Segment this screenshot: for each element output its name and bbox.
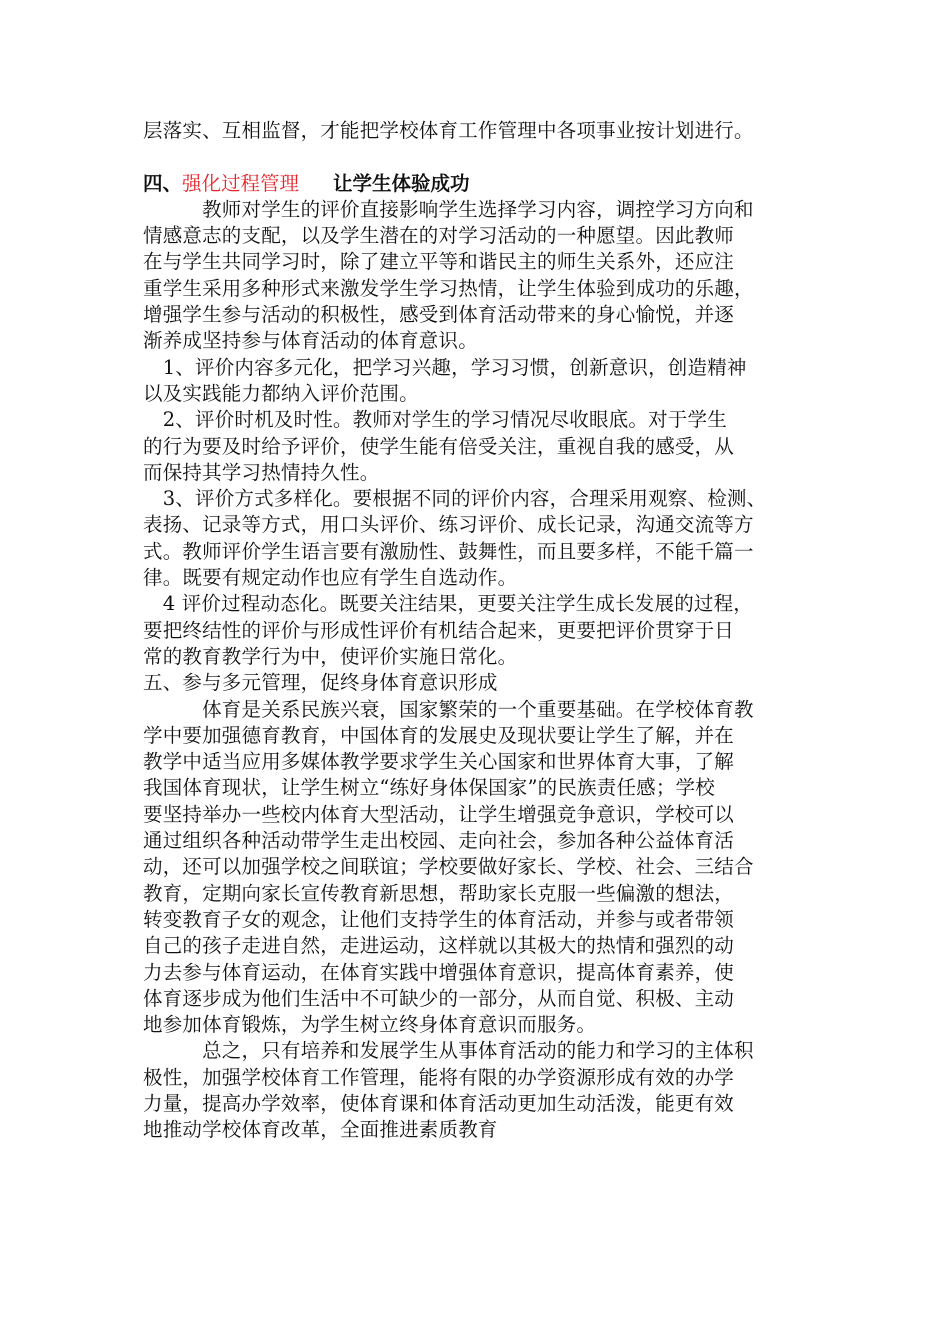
section-4-title-bold: 让学生体验成功 bbox=[333, 171, 470, 195]
section-4-line: 情感意志的支配，以及学生潜在的对学习活动的一种愿望。因此教师 bbox=[143, 224, 735, 248]
section-5-line: 力去参与体育运动，在体育实践中增强体育意识，提高体育素养，使 bbox=[143, 960, 735, 984]
section-4-line: 式。教师评价学生语言要有激励性、鼓舞性，而且要多样，不能千篇一 bbox=[143, 539, 754, 563]
document-page bbox=[143, 118, 823, 1144]
section-4-heading bbox=[143, 171, 823, 197]
section-4-line: 1、评价内容多元化，把学习兴趣，学习习惯，创新意识，创造精神 bbox=[143, 355, 747, 379]
section-4-line: 而保持其学习热情持久性。 bbox=[143, 460, 380, 484]
section-4-line: 表扬、记录等方式，用口头评价、练习评价、成长记录，沟通交流等方 bbox=[143, 513, 754, 537]
section-4-line: 渐养成坚持参与体育活动的体育意识。 bbox=[143, 329, 478, 353]
section-4-line: 律。既要有规定动作也应有学生自选动作。 bbox=[143, 566, 518, 590]
section-4-line: 以及实践能力都纳入评价范围。 bbox=[143, 381, 419, 405]
section-4-line: 教师对学生的评价直接影响学生选择学习内容，调控学习方向和 bbox=[143, 197, 754, 221]
section-5-line: 通过组织各种活动带学生走出校园、走向社会，参加各种公益体育活 bbox=[143, 829, 735, 853]
section-4-line: 2、评价时机及时性。教师对学生的学习情况尽收眼底。对于学生 bbox=[143, 408, 727, 432]
section-4-line: 4 评价过程动态化。既要关注结果，更要关注学生成长发展的过程， bbox=[143, 592, 754, 616]
intro-line: 层落实、互相监督，才能把学校体育工作管理中各项事业按计划进行。 bbox=[143, 119, 754, 142]
section-5-heading: 五、参与多元管理，促终身体育意识形成 bbox=[143, 671, 498, 695]
section-5-line: 学中要加强德育教育，中国体育的发展史及现状要让学生了解，并在 bbox=[143, 723, 735, 747]
section-5-line: 我国体育现状，让学生树立“练好身体保国家”的民族责任感；学校 bbox=[143, 776, 715, 800]
section-5-line: 总之，只有培养和发展学生从事体育活动的能力和学习的主体积 bbox=[143, 1039, 754, 1063]
section-5-line: 教育，定期向家长宣传教育新思想，帮助家长克服一些偏激的想法， bbox=[143, 881, 735, 905]
section-5-line: 转变教育子女的观念，让他们支持学生的体育活动，并参与或者带领 bbox=[143, 907, 735, 931]
section-4-line: 在与学生共同学习时，除了建立平等和谐民主的师生关系外，还应注 bbox=[143, 250, 735, 274]
section-5-line: 力量，提高办学效率，使体育课和体育活动更加生动活泼，能更有效 bbox=[143, 1091, 735, 1115]
section-4-line: 3、评价方式多样化。要根据不同的评价内容，合理采用观察、检测、 bbox=[143, 487, 767, 511]
blank-gap bbox=[143, 144, 823, 170]
section-4-line: 的行为要及时给予评价，使学生能有倍受关注，重视自我的感受，从 bbox=[143, 434, 735, 458]
section-4-line: 重学生采用多种形式来激发学生学习热情，让学生体验到成功的乐趣， bbox=[143, 276, 754, 300]
section-4-title-red: 强化过程管理 bbox=[182, 171, 300, 195]
section-5-line: 要坚持举办一些校内体育大型活动，让学生增强竞争意识，学校可以 bbox=[143, 802, 735, 826]
section-5-line: 极性，加强学校体育工作管理，能将有限的办学资源形成有效的办学 bbox=[143, 1065, 735, 1089]
section-5-line: 体育是关系民族兴衰，国家繁荣的一个重要基础。在学校体育教 bbox=[143, 697, 754, 721]
section-5-line: 教学中适当应用多媒体教学要求学生关心国家和世界体育大事，了解 bbox=[143, 750, 735, 774]
section-5-line: 体育逐步成为他们生活中不可缺少的一部分，从而自觉、积极、主动 bbox=[143, 986, 735, 1010]
section-5-line: 动，还可以加强学校之间联谊；学校要做好家长、学校、社会、三结合 bbox=[143, 855, 754, 879]
section-5-line: 地参加体育锻炼，为学生树立终身体育意识而服务。 bbox=[143, 1013, 597, 1037]
section-5-line: 地推动学校体育改革，全面推进素质教育 bbox=[143, 1118, 498, 1142]
section-5-line: 自己的孩子走进自然，走进运动，这样就以其极大的热情和强烈的动 bbox=[143, 934, 735, 958]
section-4-line: 增强学生参与活动的积极性，感受到体育活动带来的身心愉悦，并逐 bbox=[143, 303, 735, 327]
section-4-number: 四、 bbox=[143, 171, 183, 195]
section-4-line: 要把终结性的评价与形成性评价有机结合起来，更要把评价贯穿于日 bbox=[143, 618, 735, 642]
section-4-line: 常的教育教学行为中，使评价实施日常化。 bbox=[143, 644, 518, 668]
